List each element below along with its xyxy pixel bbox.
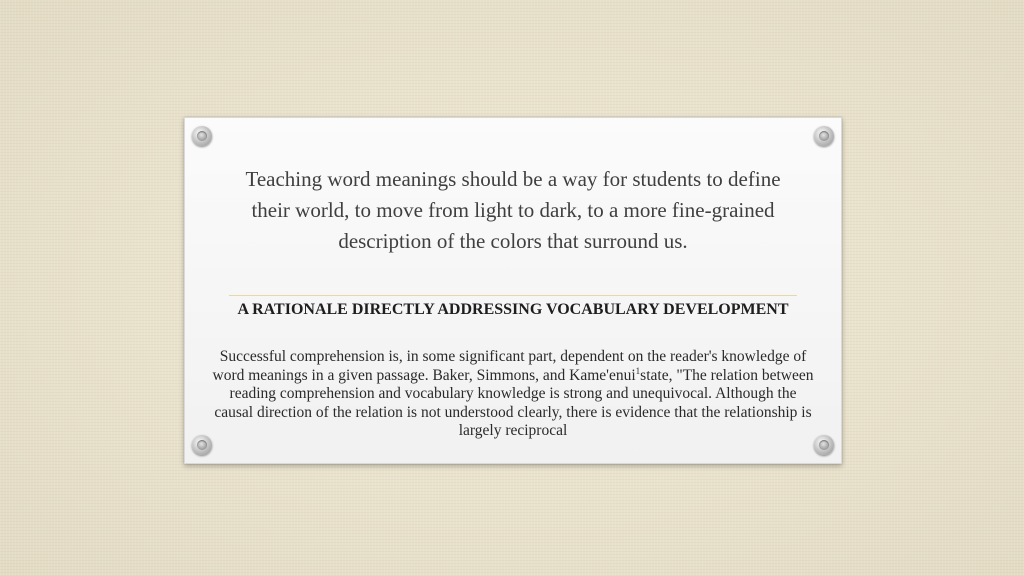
slide-body bbox=[209, 348, 817, 441]
slide-quote: Teaching word meanings should be a way for students to define their world, to move from light to dark, to a more fine-grained description of the colors that surround us. bbox=[245, 167, 781, 253]
divider-line bbox=[229, 295, 797, 296]
slide-card bbox=[184, 117, 842, 464]
screw-top-left-icon bbox=[192, 126, 212, 146]
screw-bottom-right-icon bbox=[814, 435, 834, 455]
screw-top-right-icon bbox=[814, 126, 834, 146]
slide-heading: A RATIONALE DIRECTLY ADDRESSING VOCABULARY DEVELOPMENT bbox=[237, 301, 789, 318]
body-text-part-2: state, "The relation between reading comprehension and vocabulary knowledge is strong and unequivocal. Although the causal direction of the relation is not understood clearly, there is evidence that the relationship is largely reciprocal bbox=[214, 366, 814, 439]
citation-superscript: 1 bbox=[635, 365, 641, 376]
body-text-part-1: Successful comprehension is, in some significant part, dependent on the reader's knowledge of word meanings in a given passage. Baker, Simmons, and Kame'enui bbox=[212, 348, 807, 384]
